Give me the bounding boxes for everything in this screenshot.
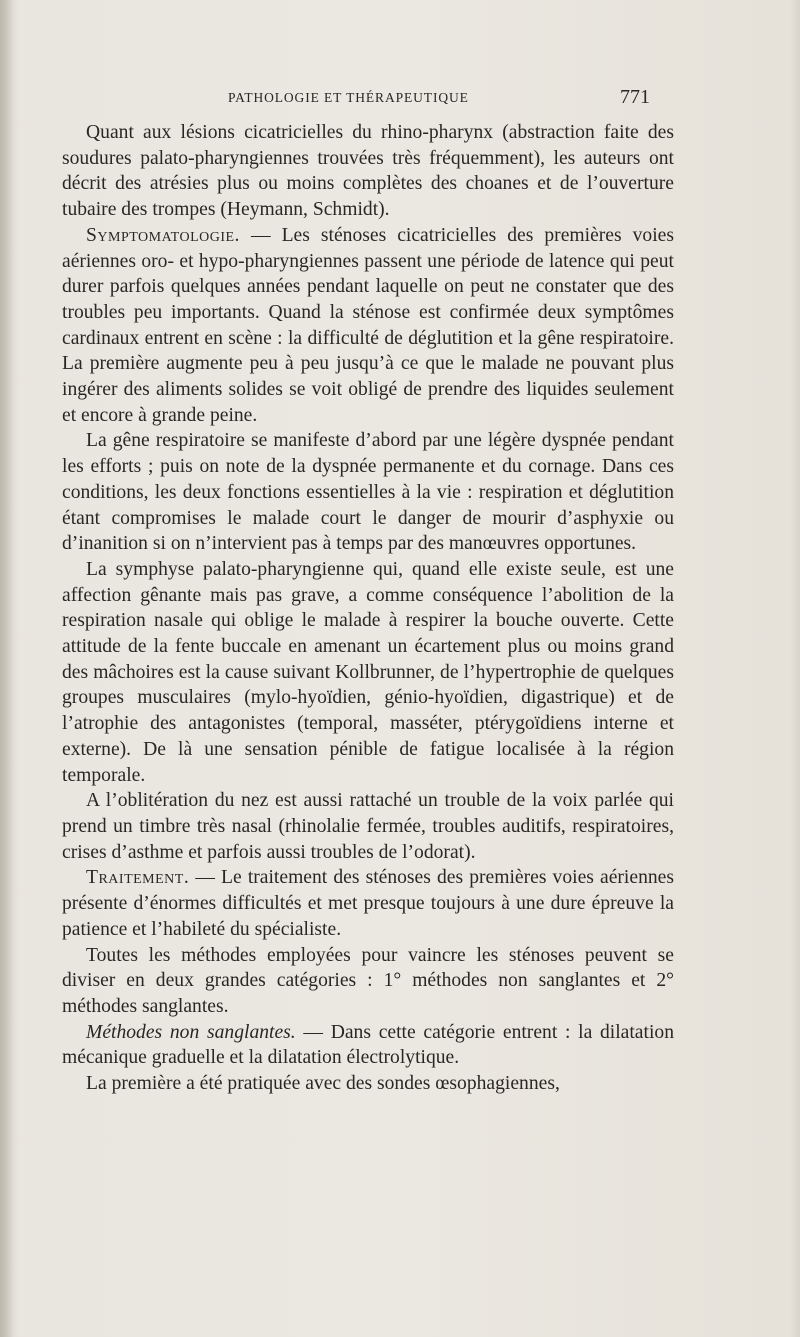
paragraph: Toutes les méthodes employées pour vaincre les sténoses peuvent se diviser en deux grandes catégories : 1° méthodes non sanglantes et 2° méthodes sanglantes. [62, 944, 674, 1017]
paragraph [62, 865, 674, 942]
page-number: 771 [620, 86, 650, 108]
paragraph: Quant aux lésions cicatricielles du rhino-pharynx (abstraction faite des soudures palato-pharyngiennes trouvées très fréquemment), les auteurs ont décrit des atrésies plus ou moins complètes des choanes et de l’ouverture tubaire des trompes (Heymann, Schmidt). [62, 122, 674, 221]
section-heading-traitement: Traitement. [86, 867, 190, 889]
subsection-heading-methodes-non-sanglantes: Méthodes non sanglantes. [86, 1021, 296, 1043]
paragraph: La première a été pratiquée avec des sondes œsophagiennes, [86, 1073, 560, 1095]
paragraph [62, 223, 674, 429]
body-text [62, 120, 674, 1097]
paragraph: La symphyse palato-pharyngienne qui, quand elle existe seule, est une affection gênante mais pas grave, a comme conséquence l’abolition de la respiration nasale qui oblige le malade à respirer la bouche ouverte. Cette attitude de la fente buccale en amenant un écartement plus ou moins grand des mâchoires est la cause suivant Kollbrunner, de l’hypertrophie de quelques groupes musculaires (mylo-hyoïdien, génio-hyoïdien, digastrique) et de l’atrophie des antagonistes (temporal, masséter, ptérygoïdiens interne et externe). De là une sensation pénible de fatigue localisée à la région temporale. [62, 558, 674, 786]
paragraph-text: — Dans cette catégorie entrent : la dilatation mécanique graduelle et la dilatation électrolytique. [62, 1021, 674, 1069]
section-heading-symptomatologie: Symptomatologie. [86, 224, 240, 246]
paragraph-text: — Les sténoses cicatricielles des premières voies aériennes oro- et hypo-pharyngiennes passent une période de latence qui peut durer parfois quelques années pendant laquelle on peut ne constater que des troubles peu importants. Quand la sténose est confirmée deux symptômes cardinaux entrent en scène : la difficulté de déglutition et la gêne respiratoire. La première augmente peu à peu jusqu’à ce que le malade ne pouvant plus ingérer des aliments solides se voit obligé de prendre des liquides seulement et encore à grande peine. [62, 224, 674, 426]
page-header [0, 86, 800, 116]
paragraph [62, 1020, 674, 1071]
paragraph: A l’oblitération du nez est aussi rattaché un trouble de la voix parlée qui prend un timbre très nasal (rhinolalie fermée, troubles auditifs, respiratoires, crises d’asthme et parfois aussi troubles de l’odorat). [62, 790, 674, 863]
paragraph-text: — Le traitement des sténoses des premières voies aériennes présente d’énormes difficultés et met presque toujours à une dure épreuve la patience et l’habileté du spécialiste. [62, 867, 674, 940]
running-head: PATHOLOGIE ET THÉRAPEUTIQUE [228, 90, 469, 105]
paragraph: La gêne respiratoire se manifeste d’abord par une légère dyspnée pendant les efforts ; puis on note de la dyspnée permanente et du cornage. Dans ces conditions, les deux fonctions essentielles à la vie : respiration et déglutition étant compromises le malade court le danger de mourir d’asphyxie ou d’inanition si on n’intervient pas à temps par des manœuvres opportunes. [62, 430, 674, 555]
binding-shadow [0, 0, 14, 1337]
